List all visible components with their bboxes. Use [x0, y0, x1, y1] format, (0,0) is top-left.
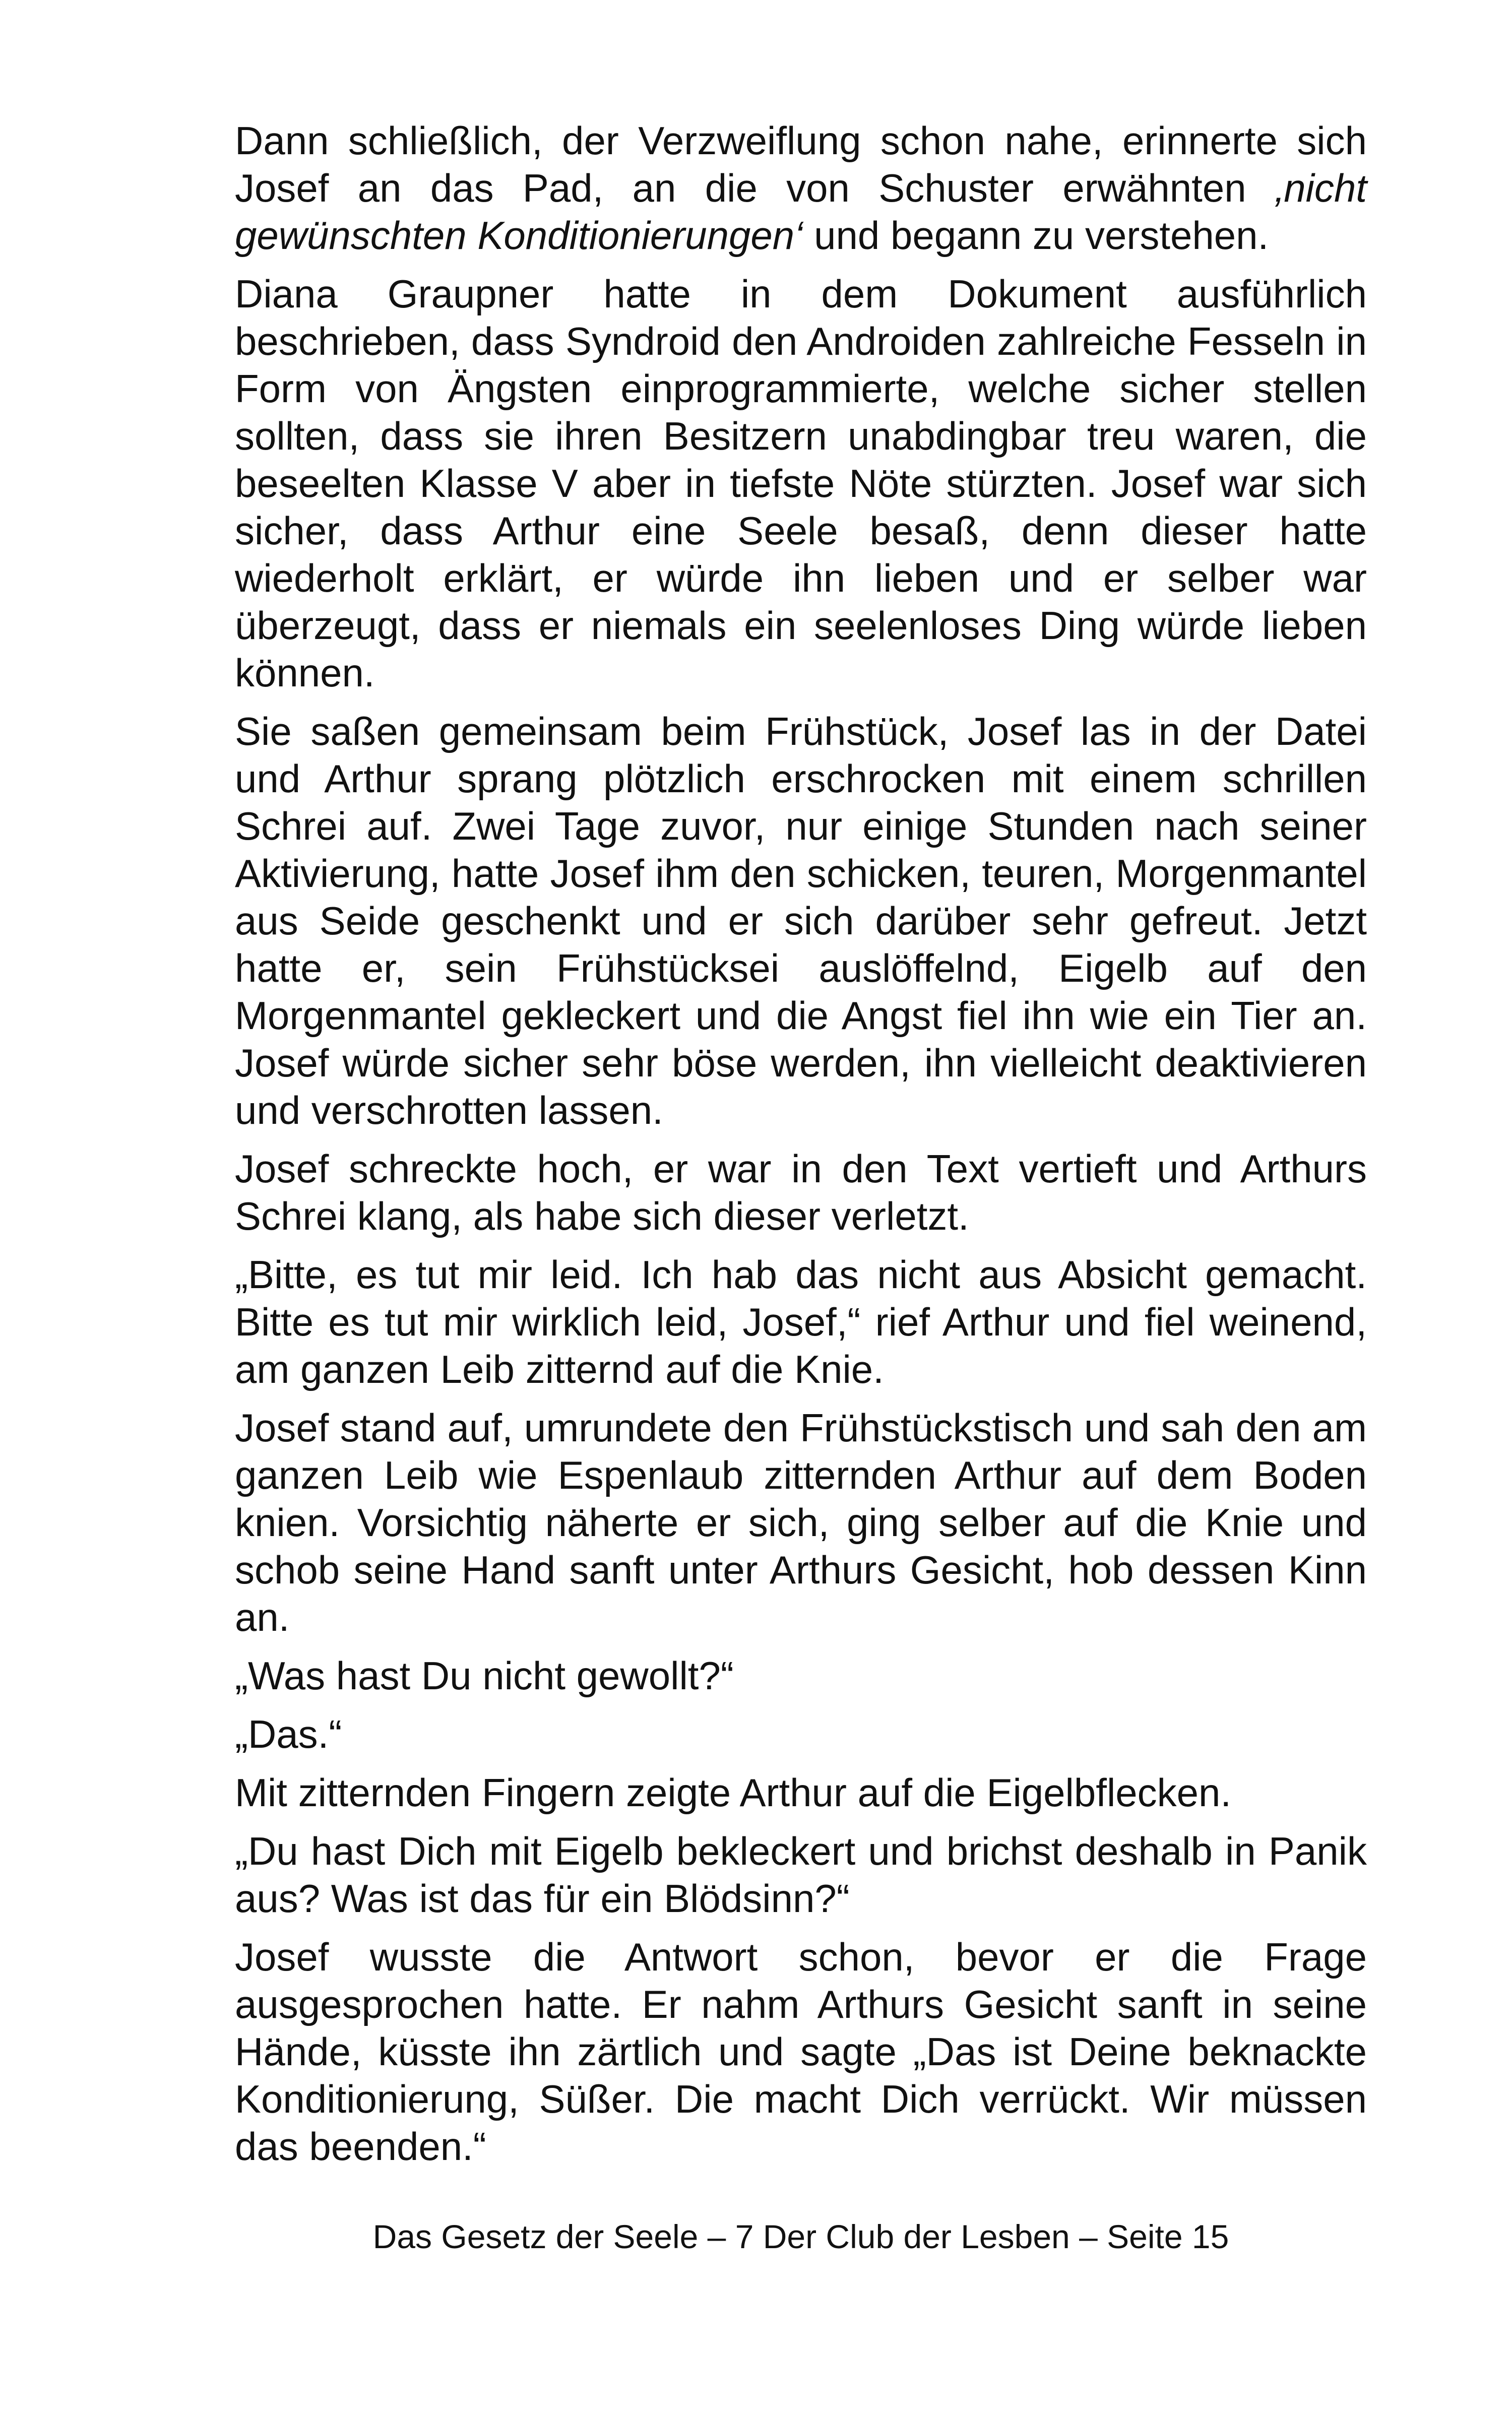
- paragraph-9: Mit zitternden Fingern zeigte Arthur auf die Eigelbflecken.: [235, 1770, 1232, 1815]
- paragraph-6: Josef stand auf, umrundete den Frühstückstisch und sah den am ganzen Leib wie Espenlaub zitternden Arthur auf dem Boden knien. Vorsichtig näherte er sich, ging selber auf die Knie und schob seine Hand sanft unter Arthurs Gesicht, hob dessen Kinn an.: [235, 1406, 1367, 1639]
- paragraph-11: Josef wusste die Antwort schon, bevor er die Frage ausgesprochen hatte. Er nahm Arthurs Gesicht sanft in seine Hände, küsste ihn zärtlich und sagte „Das ist Deine beknackte Konditionierung, Süßer. Die macht Dich verrückt. Wir müssen das beenden.“: [235, 1935, 1367, 2169]
- paragraph-4: Josef schreckte hoch, er war in den Text vertieft und Arthurs Schrei klang, als habe sich dieser verletzt.: [235, 1147, 1367, 1238]
- paragraph-3: Sie saßen gemeinsam beim Frühstück, Josef las in der Datei und Arthur sprang plötzlich erschrocken mit einem schrillen Schrei auf. Zwei Tage zuvor, nur einige Stunden nach seiner Aktivierung, hatte Josef ihm den schicken, teuren, Morgenmantel aus Seide geschenkt und er sich darüber sehr gefreut. Jetzt hatte er, sein Frühstücksei auslöffelnd, Eigelb auf den Morgenmantel gekleckert und die Angst fiel ihn wie ein Tier an. Josef würde sicher sehr böse werden, ihn vielleicht deaktivieren und verschrotten lassen.: [235, 709, 1367, 1132]
- page-footer: Das Gesetz der Seele – 7 Der Club der Lesben – Seite 15: [372, 2218, 1229, 2255]
- paragraph-8: „Das.“: [235, 1712, 342, 1756]
- paragraph-5: „Bitte, es tut mir leid. Ich hab das nicht aus Absicht gemacht. Bitte es tut mir wirklich leid, Josef,“ rief Arthur und fiel weinend, am ganzen Leib zitternd auf die Knie.: [235, 1252, 1367, 1391]
- paragraph-10: „Du hast Dich mit Eigelb bekleckert und brichst deshalb in Panik aus? Was ist das für ein Blödsinn?“: [235, 1829, 1367, 1921]
- paragraph-1-italic-phrase: ‚nicht gewünschten Konditionierungen‘: [235, 166, 1367, 258]
- body-text: [235, 117, 1367, 2181]
- paragraph-7: „Was hast Du nicht gewollt?“: [235, 1653, 734, 1698]
- paragraph-1: [235, 117, 1367, 259]
- paragraph-1-start: Dann schließlich, der Verzweiflung schon nahe, erinnerte sich Josef an das Pad, an die von Schuster erwähnten: [235, 118, 1367, 210]
- paragraph-2: Diana Graupner hatte in dem Dokument ausführlich beschrieben, dass Syndroid den Androiden zahlreiche Fesseln in Form von Ängsten einprogrammierte, welche sicher stellen sollten, dass sie ihren Besitzern unabdingbar treu waren, die beseelten Klasse V aber in tiefste Nöte stürzten. Josef war sich sicher, dass Arthur eine Seele besaß, denn dieser hatte wiederholt erklärt, er würde ihn lieben und er selber war überzeugt, dass er niemals ein seelenloses Ding würde lieben können.: [235, 272, 1367, 695]
- paragraph-1-end: und begann zu verstehen.: [803, 213, 1269, 258]
